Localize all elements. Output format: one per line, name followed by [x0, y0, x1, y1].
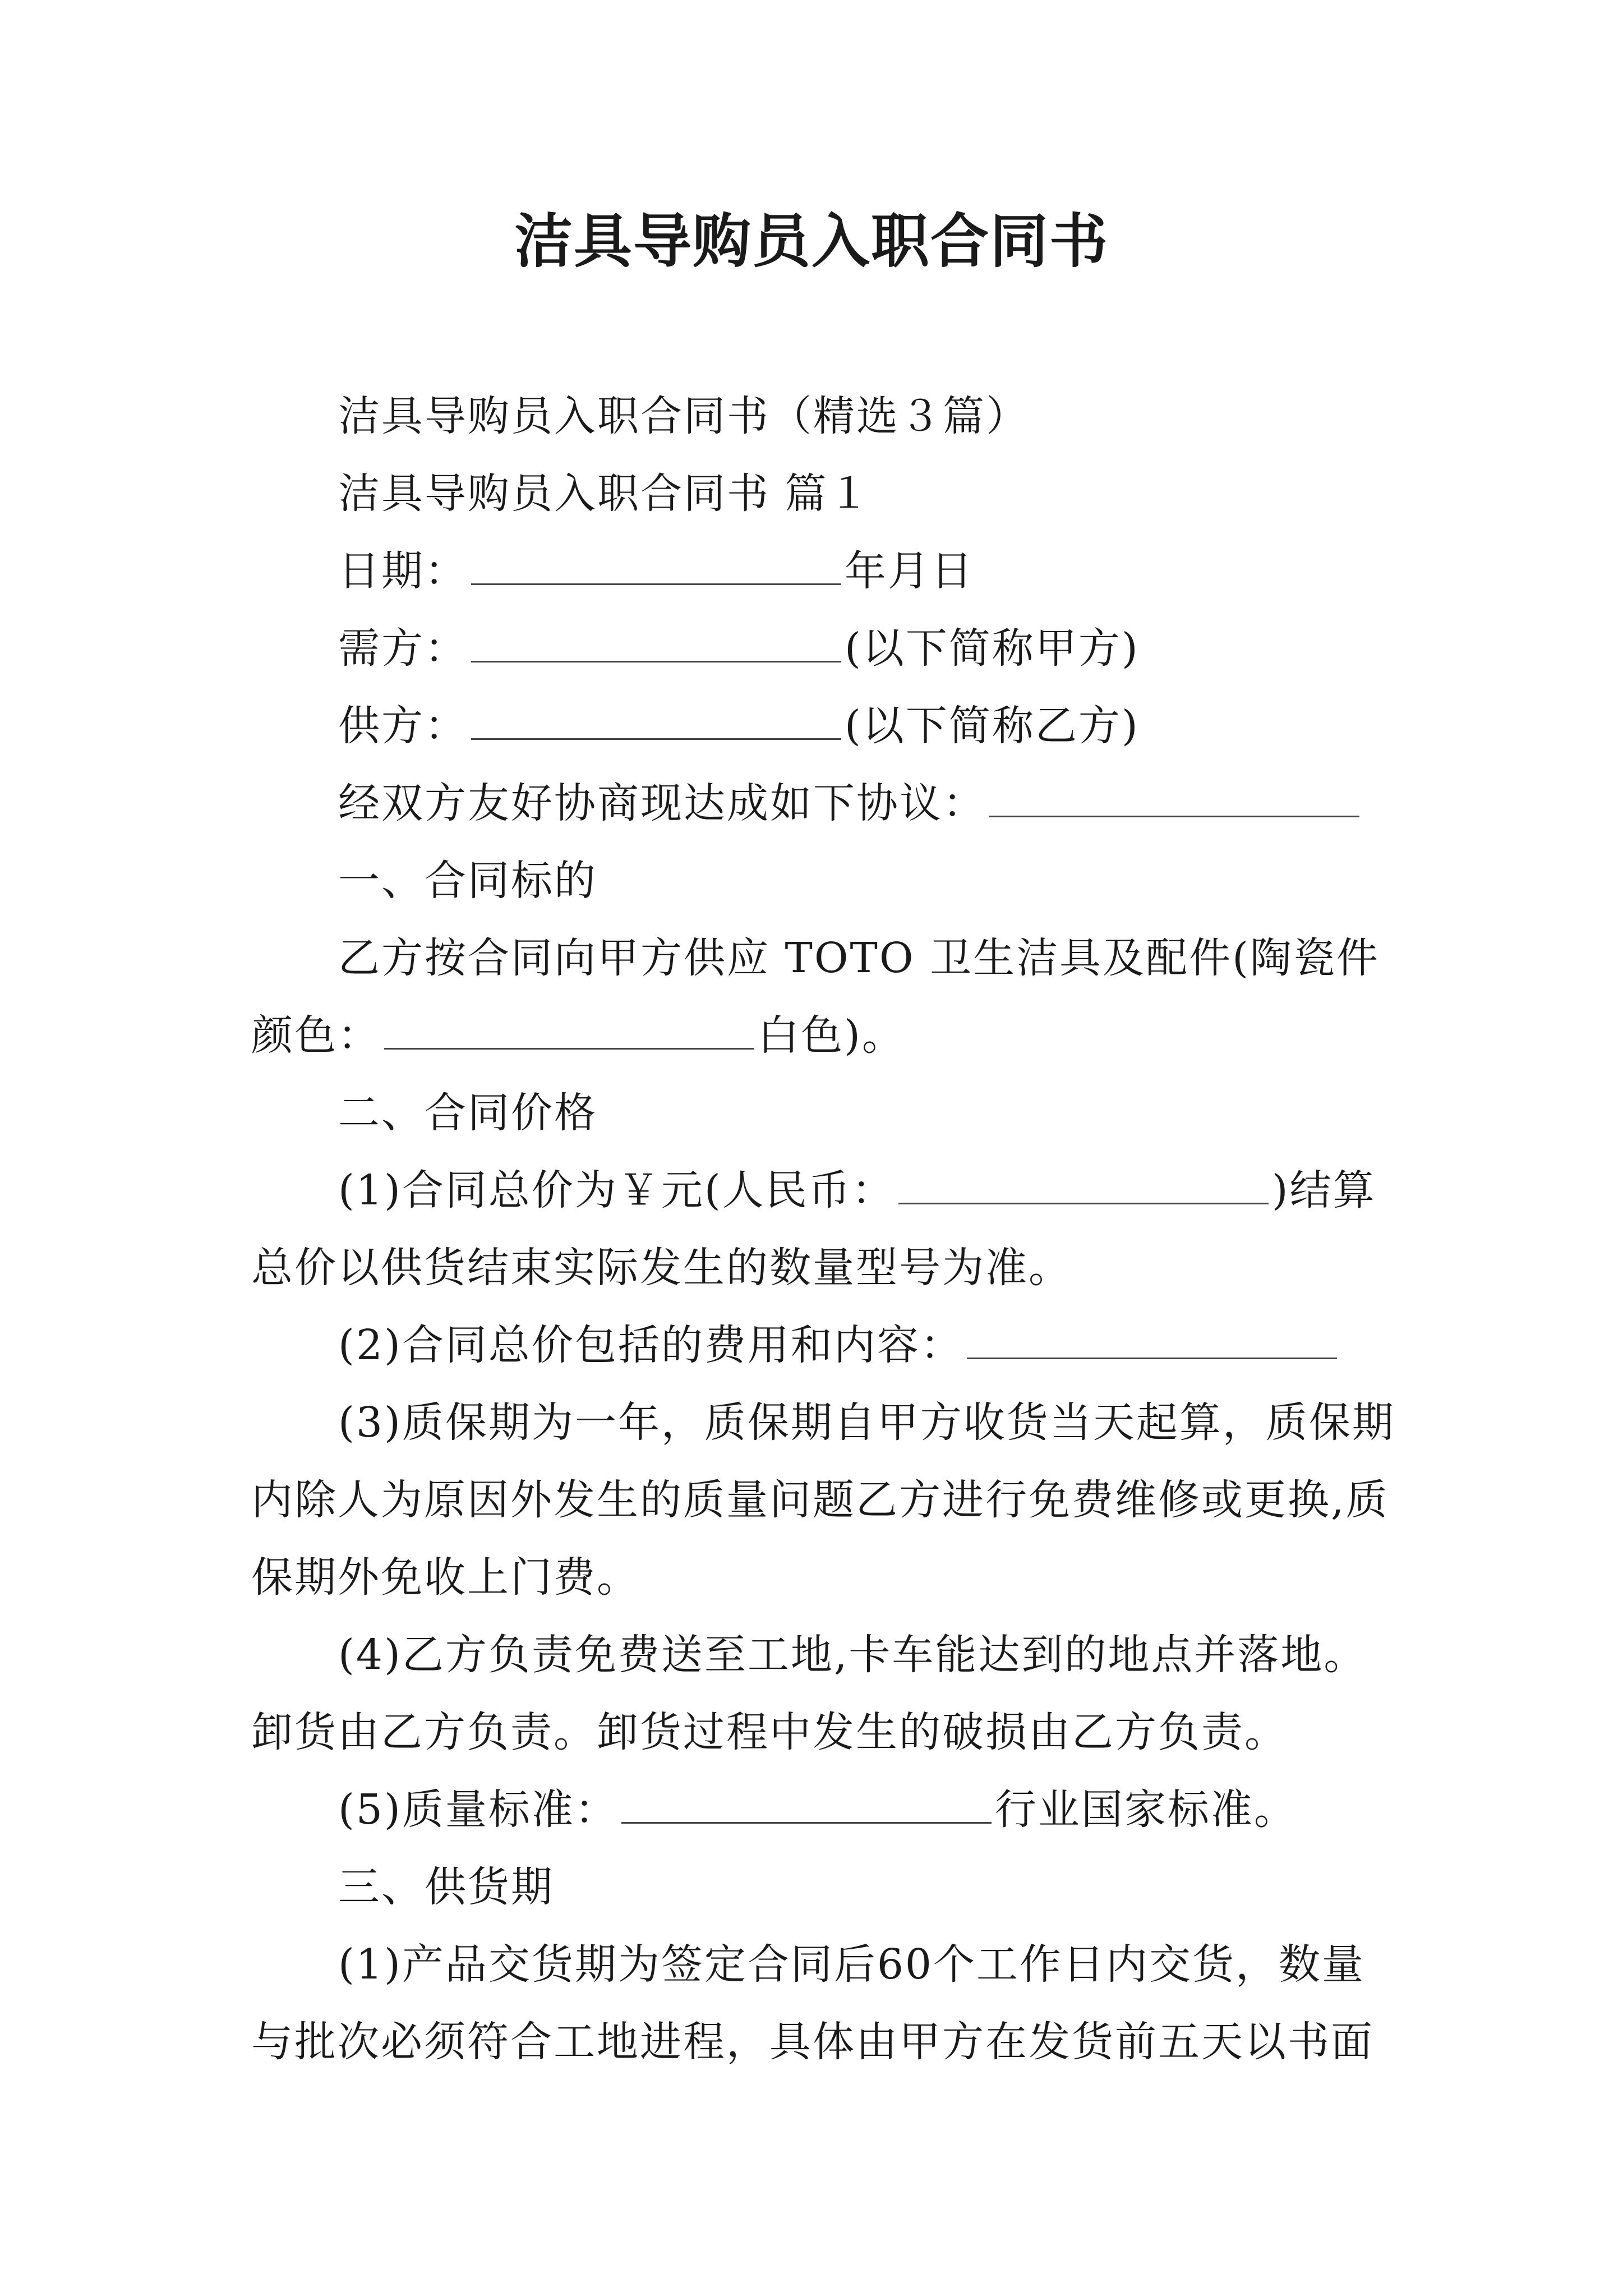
heading-text: 一、合同标的 [338, 857, 597, 905]
heading-text: 三、供货期 [338, 1863, 554, 1911]
paragraph-text: 洁具导购员入职合同书（精选３篇） [338, 392, 1029, 440]
blank-field-buyer[interactable] [471, 627, 841, 662]
paragraph-text: (1)产品交货期为签定合同后60个工作日内交货，数量与批次必须符合工地进程，具体由甲方在发货前五天以书面 [251, 1940, 1374, 2066]
blank-field-rmb[interactable] [898, 1169, 1269, 1204]
paragraph-text: (1)合同总价为￥元(人民币： [338, 1166, 895, 1214]
document-title: 洁具导购员入职合同书 [514, 206, 1109, 275]
blank-field-agreement[interactable] [989, 782, 1359, 817]
field-suffix: 年月日 [845, 547, 974, 595]
blank-field-date[interactable] [471, 550, 841, 585]
paragraph-text: (4)乙方负责免费送至工地,卡车能达到的地点并落地。卸货由乙方负责。卸货过程中发生的破损由乙方负责。 [251, 1631, 1367, 1756]
paragraph-price-5 [251, 1771, 1395, 1848]
paragraph-text: (2)合同总价包括的费用和内容： [338, 1321, 963, 1369]
field-suffix: (以下简称甲方) [845, 624, 1140, 673]
paragraph-price-3 [251, 1384, 1395, 1616]
paragraph-text: 行业国家标准。 [994, 1786, 1297, 1834]
document-body [251, 378, 1395, 2081]
paragraph-2 [251, 455, 1395, 532]
blank-field-standard[interactable] [621, 1788, 992, 1824]
paragraph-buyer [251, 610, 1395, 687]
blank-field-content[interactable] [967, 1324, 1337, 1359]
paragraph-text: )结算总价以供货结束实际发生的数量型号为准。 [251, 1166, 1376, 1292]
paragraph-text: (5)质量标准： [338, 1786, 618, 1834]
paragraph-text: 白色)。 [758, 1011, 905, 1060]
section-heading-2 [251, 1074, 1395, 1152]
field-suffix: (以下简称乙方) [845, 702, 1140, 750]
section-heading-1 [251, 842, 1395, 919]
paragraph-text: 乙方按合同向甲方供应 TOTO 卫生洁具及配件(陶瓷件颜色： [251, 934, 1380, 1060]
paragraph-text: (3)质保期为一年，质保期自甲方收货当天起算，质保期内除人为原因外发生的质量问题乙方进行免费维修或更换,质保期外免收上门费。 [251, 1398, 1395, 1602]
field-label: 经双方友好协商现达成如下协议： [338, 779, 986, 827]
paragraph-price-2 [251, 1306, 1395, 1384]
paragraph-price-4 [251, 1616, 1395, 1771]
paragraph-delivery-1 [251, 1926, 1395, 2081]
paragraph-text: 洁具导购员入职合同书 篇１ [338, 470, 872, 518]
blank-field-color[interactable] [384, 1014, 754, 1050]
blank-field-supplier[interactable] [471, 705, 841, 740]
paragraph-1 [251, 378, 1395, 455]
heading-text: 二、合同价格 [338, 1089, 597, 1137]
field-label: 供方： [338, 702, 468, 750]
field-label: 需方： [338, 624, 468, 673]
paragraph-date [251, 532, 1395, 610]
paragraph-agreement [251, 765, 1395, 842]
section-heading-3 [251, 1848, 1395, 1926]
field-label: 日期： [338, 547, 468, 595]
paragraph-subject [251, 919, 1395, 1074]
paragraph-supplier [251, 687, 1395, 765]
paragraph-price-1 [251, 1152, 1395, 1306]
